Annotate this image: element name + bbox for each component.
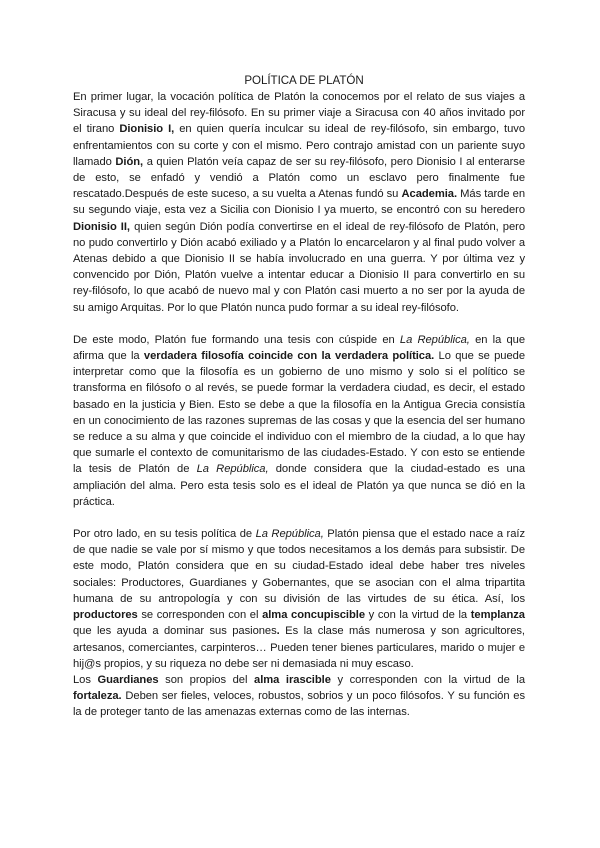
emphasis-guardianes: Guardianes: [97, 673, 159, 686]
text-run: Lo que se puede interpretar como que la filosofía es un gobierno de uno mismo y solo si el político se transforma en filósofo o al revés, se puede formar la verdadera ciudad, es decir, el estado basado en la justicia y Bien. Esto se debe a que la filosofía en la Antigua Grecia consistía en un conocimiento de las razones supremas de las cosas y que la esencia del ser humano se reduce a su alma y que coincide el individuo con el miembro de la ciudad, a lo que hay que sumarle el contexto de comunitarismo de las ciudades-Estado. Y con esto se entiende la tesis de Platón de: [73, 350, 525, 476]
text-run: que les ayuda a dominar sus pasiones: [73, 625, 277, 638]
text-run: En primer lugar, la vocación política de Platón la conocemos por el relato de sus viajes a Siracusa y su ideal del rey-filósofo. En su primer viaje a Siracusa con 40 años invitado por el tirano: [73, 91, 525, 136]
text-run: en quien quería inculcar su ideal de rey-filósofo, sin embargo, tuvo enfrentamientos con su corte y con el mismo. Pero contrajo amistad con un pariente suyo llamado: [73, 123, 525, 168]
text-run: son propios del: [158, 673, 255, 686]
text-run: Es la clase más numerosa y son agricultores, artesanos, comerciantes, carpinteros… Pueden tener bienes particulares, marido o mujer e hij@s propios, y su riqueza no debe ser ni demasiada ni muy escaso.: [73, 625, 525, 670]
emphasis-verdadera-filosofia: verdadera filosofía coincide con la verdadera política.: [143, 350, 435, 363]
text-run: Platón piensa que el estado nace a raíz de que nadie se vale por sí mismo y que todos necesitamos a los demás para subsistir. De este modo, Platón considera que en su ciudad-Estado ideal debe haber tres niveles sociales: Productores, Guardianes y Gobernantes, que se asocian con el alma tripartita humana de su antropología y con su división de las virtudes de su ética. Así, los: [73, 528, 525, 605]
emphasis-templanza: templanza: [470, 609, 525, 622]
paragraph-viajes-siracusa: [73, 89, 525, 316]
text-run: en la que afirma que la: [73, 333, 525, 363]
emphasis-alma-irascible: alma irascible: [254, 673, 331, 686]
text-run: Más tarde en su segundo viaje, esta vez a Sicilia con Dionisio I ya muerto, se encontró con su heredero: [73, 188, 525, 217]
paragraph-niveles-sociales: [73, 526, 525, 672]
text-run: De este modo, Platón fue formando una tesis con cúspide en: [73, 333, 400, 346]
text-run: quien según Dión podía convertirse en el ideal de rey-filósofo de Platón, pero no pudo convertirlo y Dión acabó exiliado y a Platón lo encarcelaron y al final pudo volver a Atenas debido a que Dionisio II se había involucrado en una guerra. Y por última vez y convencido por Dión, Platón vuelve a intentar educar a Dionisio II para convertirlo en su rey-filósofo, lo que acabó de nuevo mal y con Platón casi muerto a no ser por la ayuda de su amigo Arquitas. Por lo que Platón nunca pudo formar a su ideal rey-filósofo.: [73, 220, 525, 314]
emphasis-dionisio-i: Dionisio I,: [119, 123, 175, 136]
text-run: donde considera que la ciudad-estado es una ampliación del alma. Pero esta tesis solo es el ideal de Platón ya que nunca se dió en la práctica.: [73, 463, 525, 508]
paragraph-la-republica-tesis: [73, 332, 525, 510]
text-run: Los: [73, 673, 98, 686]
document-title: POLÍTICA DE PLATÓN: [244, 74, 364, 87]
emphasis-period: .: [276, 625, 280, 638]
paragraph-gap: [73, 316, 525, 332]
emphasis-alma-concupiscible: alma concupiscible: [262, 609, 365, 622]
text-run: y con la virtud de la: [365, 609, 471, 622]
document-page: [73, 72, 525, 721]
emphasis-dionisio-ii: Dionisio II,: [73, 220, 130, 233]
emphasis-productores: productores: [73, 609, 138, 622]
italic-la-republica: La República,: [255, 528, 324, 541]
emphasis-dion: Dión,: [115, 155, 144, 168]
emphasis-academia: Academia.: [401, 188, 458, 201]
text-run: Por otro lado, en su tesis política de: [73, 528, 256, 541]
paragraph-guardianes: [73, 672, 525, 721]
italic-la-republica: La República,: [196, 463, 269, 476]
text-run: se corresponden con el: [137, 609, 263, 622]
text-run: a quien Platón veía capaz de ser su rey-filósofo, pero Dionisio I al enterarse de esto, se enfadó y vendió a Platón como un esclavo pero finalmente fue rescatado.Después de este suceso, a su vuelta a Atenas fundó su: [73, 155, 525, 201]
text-run: Deben ser fieles, veloces, robustos, sobrios y un poco filósofos. Y su función es la de proteger tanto de las amenazas externas como de las internas.: [73, 690, 525, 719]
text-run: y corresponden con la virtud de la: [330, 673, 525, 686]
italic-la-republica: La República,: [399, 333, 470, 346]
emphasis-fortaleza: fortaleza.: [73, 690, 122, 703]
paragraph-gap: [73, 510, 525, 526]
